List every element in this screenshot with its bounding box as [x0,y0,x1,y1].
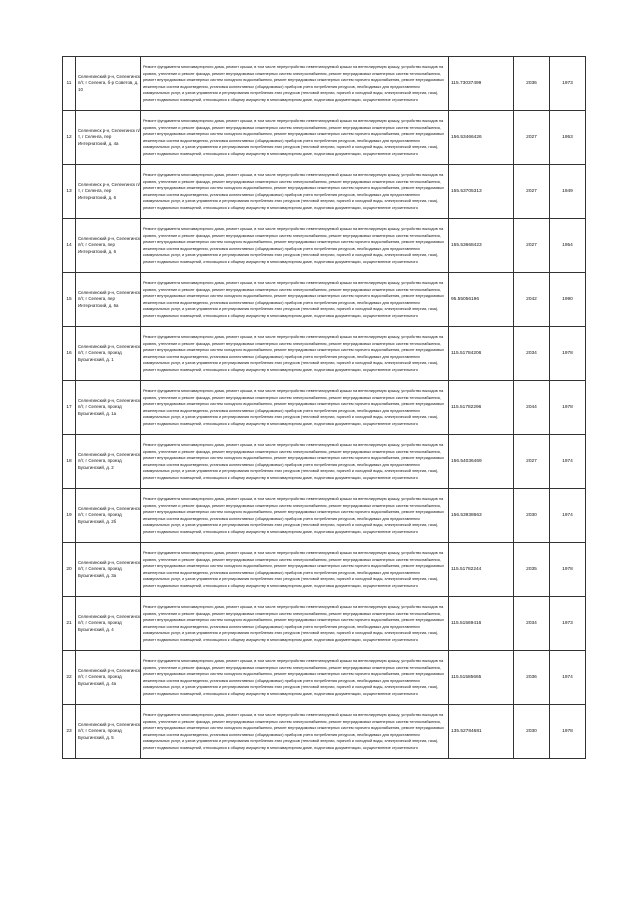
document-page [62,56,582,759]
works-cell: Ремонт фундамента многоквартирного дома, ремонт крыши, в том числе переустройство невентилируемой крыши на вентилируемую крышу, устройство выходов на кровлю, утепление и ремонт фасада, ремонт внутридомовых инженерных систем электроснабжения, ремонт внутридомовых инженерных систем теплоснабжения, ремонт внутридомовых инженерных систем холодного водоснабжения, ремонт внутридомовых инженерных систем горячего водоснабжения, ремонт внутридомовых инженерных систем водоотведения, установка коллективных (общедомовых) приборов учета потребления ресурсов, необходимых для предоставления коммунальных услуг, и узлов управления и регулирования потребления этих ресурсов (тепловой энергии, горячей и холодной воды, электрической энергии, газа), ремонт подвальных помещений, относящихся к общему имуществу в многоквартирном доме, подготовка документации, осуществление строительного [141,111,449,165]
table-row [63,651,586,705]
address-cell: Селенгинский р-н, Селенгинск п/т, г Селенга, б-р Советов, д. 10 [76,57,141,111]
table-row [63,543,586,597]
plan-year-cell: 2036 [514,651,550,705]
table-row [63,435,586,489]
table-row [63,381,586,435]
plan-year-cell: 2044 [514,381,550,435]
cost-cell: 115.51782244 [449,543,514,597]
plan-year-cell: 2027 [514,165,550,219]
works-cell: Ремонт фундамента многоквартирного дома, ремонт крыши, в том числе переустройство невентилируемой крыши на вентилируемую крышу, устройство выходов на кровлю, утепление и ремонт фасада, ремонт внутридомовых инженерных систем электроснабжения, ремонт внутридомовых инженерных систем теплоснабжения, ремонт внутридомовых инженерных систем холодного водоснабжения, ремонт внутридомовых инженерных систем горячего водоснабжения, ремонт внутридомовых инженерных систем водоотведения, установка коллективных (общедомовых) приборов учета потребления ресурсов, необходимых для предоставления коммунальных услуг, и узлов управления и регулирования потребления этих ресурсов (тепловой энергии, горячей и холодной воды, электрической энергии, газа), ремонт подвальных помещений, относящихся к общему имуществу в многоквартирном доме, подготовка документации, осуществление строительного [141,327,449,381]
plan-year-cell: 2036 [514,57,550,111]
table-row [63,705,586,759]
table-row [63,273,586,327]
built-year-cell: 1978 [550,705,586,759]
address-cell: Селенгинский р-н, Селенгинск п/т, г Селенга, пер Интернатский, д. 6а [76,273,141,327]
built-year-cell: 1990 [550,273,586,327]
address-cell: Селенгинский р-н, Селенгинск п/т, г Селенга, проезд Бусыгинский, д. 3а [76,543,141,597]
row-number: 12 [63,111,76,165]
cost-cell: 115.51782296 [449,381,514,435]
address-cell: Селенгинск р-н, Селенгинск п/т, г Селенга, пер Интернатский, д. 4а [76,111,141,165]
plan-year-cell: 2042 [514,273,550,327]
cost-cell: 156.53938663 [449,489,514,543]
works-cell: Ремонт фундамента многоквартирного дома, ремонт крыши, в том числе переустройство невентилируемой крыши на вентилируемую крышу, устройство выходов на кровлю, утепление и ремонт фасада, ремонт внутридомовых инженерных систем электроснабжения, ремонт внутридомовых инженерных систем теплоснабжения, ремонт внутридомовых инженерных систем холодного водоснабжения, ремонт внутридомовых инженерных систем горячего водоснабжения, ремонт внутридомовых инженерных систем водоотведения, установка коллективных (общедомовых) приборов учета потребления ресурсов, необходимых для предоставления коммунальных услуг, и узлов управления и регулирования потребления этих ресурсов (тепловой энергии, горячей и холодной воды, электрической энергии, газа), ремонт подвальных помещений, относящихся к общему имуществу в многоквартирном доме, подготовка документации, осуществление строительного [141,543,449,597]
works-cell: Ремонт фундамента многоквартирного дома, ремонт крыши, в том числе переустройство невентилируемой крыши на вентилируемую крышу, устройство выходов на кровлю, утепление и ремонт фасада, ремонт внутридомовых инженерных систем электроснабжения, ремонт внутридомовых инженерных систем теплоснабжения, ремонт внутридомовых инженерных систем холодного водоснабжения, ремонт внутридомовых инженерных систем горячего водоснабжения, ремонт внутридомовых инженерных систем водоотведения, установка коллективных (общедомовых) приборов учета потребления ресурсов, необходимых для предоставления коммунальных услуг, и узлов управления и регулирования потребления этих ресурсов (тепловой энергии, горячей и холодной воды, электрической энергии, газа), ремонт подвальных помещений, относящихся к общему имуществу в многоквартирном доме, подготовка документации, осуществление строительного [141,381,449,435]
row-number: 16 [63,327,76,381]
row-number: 23 [63,705,76,759]
row-number: 15 [63,273,76,327]
table-body [63,57,586,759]
cost-cell: 115.73037499 [449,57,514,111]
cost-cell: 155.53668423 [449,219,514,273]
row-number: 22 [63,651,76,705]
row-number: 19 [63,489,76,543]
cost-cell: 115.51569416 [449,597,514,651]
address-cell: Селенгинский р-н, Селенгинск п/т, г Селенга, проезд Бусыгинский, д. 2 [76,435,141,489]
row-number: 21 [63,597,76,651]
built-year-cell: 1974 [550,435,586,489]
address-cell: Селенгинский р-н, Селенгинск п/т, г Селенга, проезд Бусыгинский, д. 5 [76,705,141,759]
built-year-cell: 1973 [550,57,586,111]
table-row [63,165,586,219]
table-row [63,489,586,543]
table-row [63,327,586,381]
table-row [63,111,586,165]
cost-cell: 155.53705313 [449,165,514,219]
built-year-cell: 1949 [550,165,586,219]
address-cell: Селенгинский р-н, Селенгинск п/т, г Селенга, проезд Бусыгинский, д. 1а [76,381,141,435]
address-cell: Селенгинский р-н, Селенгинск п/т, г Селенга, пер Интернатский, д. 6 [76,219,141,273]
built-year-cell: 1974 [550,489,586,543]
works-cell: Ремонт фундамента многоквартирного дома, ремонт крыши, в том числе переустройство невентилируемой крыши на вентилируемую крышу, устройство выходов на кровлю, утепление и ремонт фасада, ремонт внутридомовых инженерных систем электроснабжения, ремонт внутридомовых инженерных систем теплоснабжения, ремонт внутридомовых инженерных систем холодного водоснабжения, ремонт внутридомовых инженерных систем горячего водоснабжения, ремонт внутридомовых инженерных систем водоотведения, установка коллективных (общедомовых) приборов учета потребления ресурсов, необходимых для предоставления коммунальных услуг, и узлов управления и регулирования потребления этих ресурсов (тепловой энергии, горячей и холодной воды, электрической энергии, газа), ремонт подвальных помещений, относящихся к общему имуществу в многоквартирном доме, подготовка документации, осуществление строительного [141,705,449,759]
address-cell: Селенгинск р-н, Селенгинск п/т, г Селенга, пер Интернатский, д. 6 [76,165,141,219]
plan-year-cell: 2027 [514,219,550,273]
address-cell: Селенгинский р-н, Селенгинск п/т, г Селенга, проезд Бусыгинский, д. 2б [76,489,141,543]
works-cell: Ремонт фундамента многоквартирного дома, ремонт крыши, в том числе переустройство невентилируемой крыши на вентилируемую крышу, устройство выходов на кровлю, утепление и ремонт фасада, ремонт внутридомовых инженерных систем электроснабжения, ремонт внутридомовых инженерных систем теплоснабжения, ремонт внутридомовых инженерных систем холодного водоснабжения, ремонт внутридомовых инженерных систем горячего водоснабжения, ремонт внутридомовых инженерных систем водоотведения, установка коллективных (общедомовых) приборов учета потребления ресурсов, необходимых для предоставления коммунальных услуг, и узлов управления и регулирования потребления этих ресурсов (тепловой энергии, горячей и холодной воды, электрической энергии, газа), ремонт подвальных помещений, относящихся к общему имуществу в многоквартирном доме, подготовка документации, осуществление строительного [141,273,449,327]
table-row [63,57,586,111]
plan-year-cell: 2034 [514,327,550,381]
built-year-cell: 1974 [550,651,586,705]
works-cell: Ремонт фундамента многоквартирного дома, ремонт крыши, в том числе переустройство невентилируемой крыши на вентилируемую крышу, устройство выходов на кровлю, утепление и ремонт фасада, ремонт внутридомовых инженерных систем электроснабжения, ремонт внутридомовых инженерных систем теплоснабжения, ремонт внутридомовых инженерных систем холодного водоснабжения, ремонт внутридомовых инженерных систем горячего водоснабжения, ремонт внутридомовых инженерных систем водоотведения, установка коллективных (общедомовых) приборов учета потребления ресурсов, необходимых для предоставления коммунальных услуг, и узлов управления и регулирования потребления этих ресурсов (тепловой энергии, горячей и холодной воды, электрической энергии, газа), ремонт подвальных помещений, относящихся к общему имуществу в многоквартирном доме, подготовка документации, осуществление строительного [141,597,449,651]
row-number: 17 [63,381,76,435]
plan-year-cell: 2030 [514,705,550,759]
row-number: 11 [63,57,76,111]
plan-year-cell: 2034 [514,597,550,651]
cost-cell: 135.52784681 [449,705,514,759]
built-year-cell: 1978 [550,543,586,597]
built-year-cell: 1978 [550,381,586,435]
works-cell: Ремонт фундамента многоквартирного дома, ремонт крыши, в том числе переустройство невентилируемой крыши на вентилируемую крышу, устройство выходов на кровлю, утепление и ремонт фасада, ремонт внутридомовых инженерных систем электроснабжения, ремонт внутридомовых инженерных систем теплоснабжения, ремонт внутридомовых инженерных систем холодного водоснабжения, ремонт внутридомовых инженерных систем горячего водоснабжения, ремонт внутридомовых инженерных систем водоотведения, установка коллективных (общедомовых) приборов учета потребления ресурсов, необходимых для предоставления коммунальных услуг, и узлов управления и регулирования потребления этих ресурсов (тепловой энергии, горячей и холодной воды, электрической энергии, газа), ремонт подвальных помещений, относящихся к общему имуществу в многоквартирном доме, подготовка документации, осуществление строительного [141,489,449,543]
plan-year-cell: 2035 [514,543,550,597]
address-cell: Селенгинский р-н, Селенгинск п/т, г Селенга, проезд Бусыгинский, д. 4 [76,597,141,651]
cost-cell: 95.55056196 [449,273,514,327]
cost-cell: 115.51585665 [449,651,514,705]
built-year-cell: 1973 [550,597,586,651]
plan-year-cell: 2030 [514,489,550,543]
row-number: 13 [63,165,76,219]
cost-cell: 156.54036469 [449,435,514,489]
cost-cell: 115.51784206 [449,327,514,381]
table-row [63,219,586,273]
works-cell: Ремонт фундамента многоквартирного дома, ремонт крыши, в том числе переустройство невентилируемой крыши на вентилируемую крышу, устройство выходов на кровлю, утепление и ремонт фасада, ремонт внутридомовых инженерных систем электроснабжения, ремонт внутридомовых инженерных систем теплоснабжения, ремонт внутридомовых инженерных систем холодного водоснабжения, ремонт внутридомовых инженерных систем горячего водоснабжения, ремонт внутридомовых инженерных систем водоотведения, установка коллективных (общедомовых) приборов учета потребления ресурсов, необходимых для предоставления коммунальных услуг, и узлов управления и регулирования потребления этих ресурсов (тепловой энергии, горячей и холодной воды, электрической энергии, газа), ремонт подвальных помещений, относящихся к общему имуществу в многоквартирном доме, подготовка документации, осуществление строительного [141,435,449,489]
works-cell: Ремонт фундамента многоквартирного дома, ремонт крыши, в том числе переустройство невентилируемой крыши на вентилируемую крышу, устройство выходов на кровлю, утепление и ремонт фасада, ремонт внутридомовых инженерных систем электроснабжения, ремонт внутридомовых инженерных систем теплоснабжения, ремонт внутридомовых инженерных систем холодного водоснабжения, ремонт внутридомовых инженерных систем горячего водоснабжения, ремонт внутридомовых инженерных систем водоотведения, установка коллективных (общедомовых) приборов учета потребления ресурсов, необходимых для предоставления коммунальных услуг, и узлов управления и регулирования потребления этих ресурсов (тепловой энергии, горячей и холодной воды, электрической энергии, газа), ремонт подвальных помещений, относящихся к общему имуществу в многоквартирном доме, подготовка документации, осуществление строительного [141,165,449,219]
built-year-cell: 1978 [550,327,586,381]
works-cell: Ремонт фундамента многоквартирного дома, ремонт крыши, в том числе переустройство невентилируемой крыши на вентилируемую крышу, устройство выходов на кровлю, утепление и ремонт фасада, ремонт внутридомовых инженерных систем электроснабжения, ремонт внутридомовых инженерных систем теплоснабжения, ремонт внутридомовых инженерных систем холодного водоснабжения, ремонт внутридомовых инженерных систем горячего водоснабжения, ремонт внутридомовых инженерных систем водоотведения, установка коллективных (общедомовых) приборов учета потребления ресурсов, необходимых для предоставления коммунальных услуг, и узлов управления и регулирования потребления этих ресурсов (тепловой энергии, горячей и холодной воды, электрической энергии, газа), ремонт подвальных помещений, относящихся к общему имуществу в многоквартирном доме, подготовка документации, осуществление строительного [141,651,449,705]
works-cell: Ремонт фундамента многоквартирного дома, ремонт крыши, в том числе переустройство невентилируемой крыши на вентилируемую крышу, устройство выходов на кровлю, утепление и ремонт фасада, ремонт внутридомовых инженерных систем электроснабжения, ремонт внутридомовых инженерных систем теплоснабжения, ремонт внутридомовых инженерных систем холодного водоснабжения, ремонт внутридомовых инженерных систем горячего водоснабжения, ремонт внутридомовых инженерных систем водоотведения, установка коллективных (общедомовых) приборов учета потребления ресурсов, необходимых для предоставления коммунальных услуг, и узлов управления и регулирования потребления этих ресурсов (тепловой энергии, горячей и холодной воды, электрической энергии, газа), ремонт подвальных помещений, относящихся к общему имуществу в многоквартирном доме, подготовка документации, осуществление строительного [141,219,449,273]
cost-cell: 156.53466426 [449,111,514,165]
plan-year-cell: 2027 [514,111,550,165]
repair-program-table [62,56,586,759]
address-cell: Селенгинский р-н, Селенгинск п/т, г Селенга, проезд Бусыгинский, д. 4а [76,651,141,705]
plan-year-cell: 2027 [514,435,550,489]
table-row [63,597,586,651]
row-number: 20 [63,543,76,597]
works-cell: Ремонт фундамента многоквартирного дома, ремонт крыши, в том числе переустройство невентилируемой крыши на вентилируемую крышу, устройство выходов на кровлю, утепление и ремонт фасада, ремонт внутридомовых инженерных систем электроснабжения, ремонт внутридомовых инженерных систем теплоснабжения, ремонт внутридомовых инженерных систем холодного водоснабжения, ремонт внутридомовых инженерных систем горячего водоснабжения, ремонт внутридомовых инженерных систем водоотведения, установка коллективных (общедомовых) приборов учета потребления ресурсов, необходимых для предоставления коммунальных услуг, и узлов управления и регулирования потребления этих ресурсов (тепловой энергии, горячей и холодной воды, электрической энергии, газа), ремонт подвальных помещений, относящихся к общему имуществу в многоквартирном доме, подготовка документации, осуществление строительного [141,57,449,111]
row-number: 14 [63,219,76,273]
built-year-cell: 1953 [550,111,586,165]
row-number: 18 [63,435,76,489]
address-cell: Селенгинский р-н, Селенгинск п/т, г Селенга, проезд Бусыгинский, д. 1 [76,327,141,381]
built-year-cell: 1954 [550,219,586,273]
